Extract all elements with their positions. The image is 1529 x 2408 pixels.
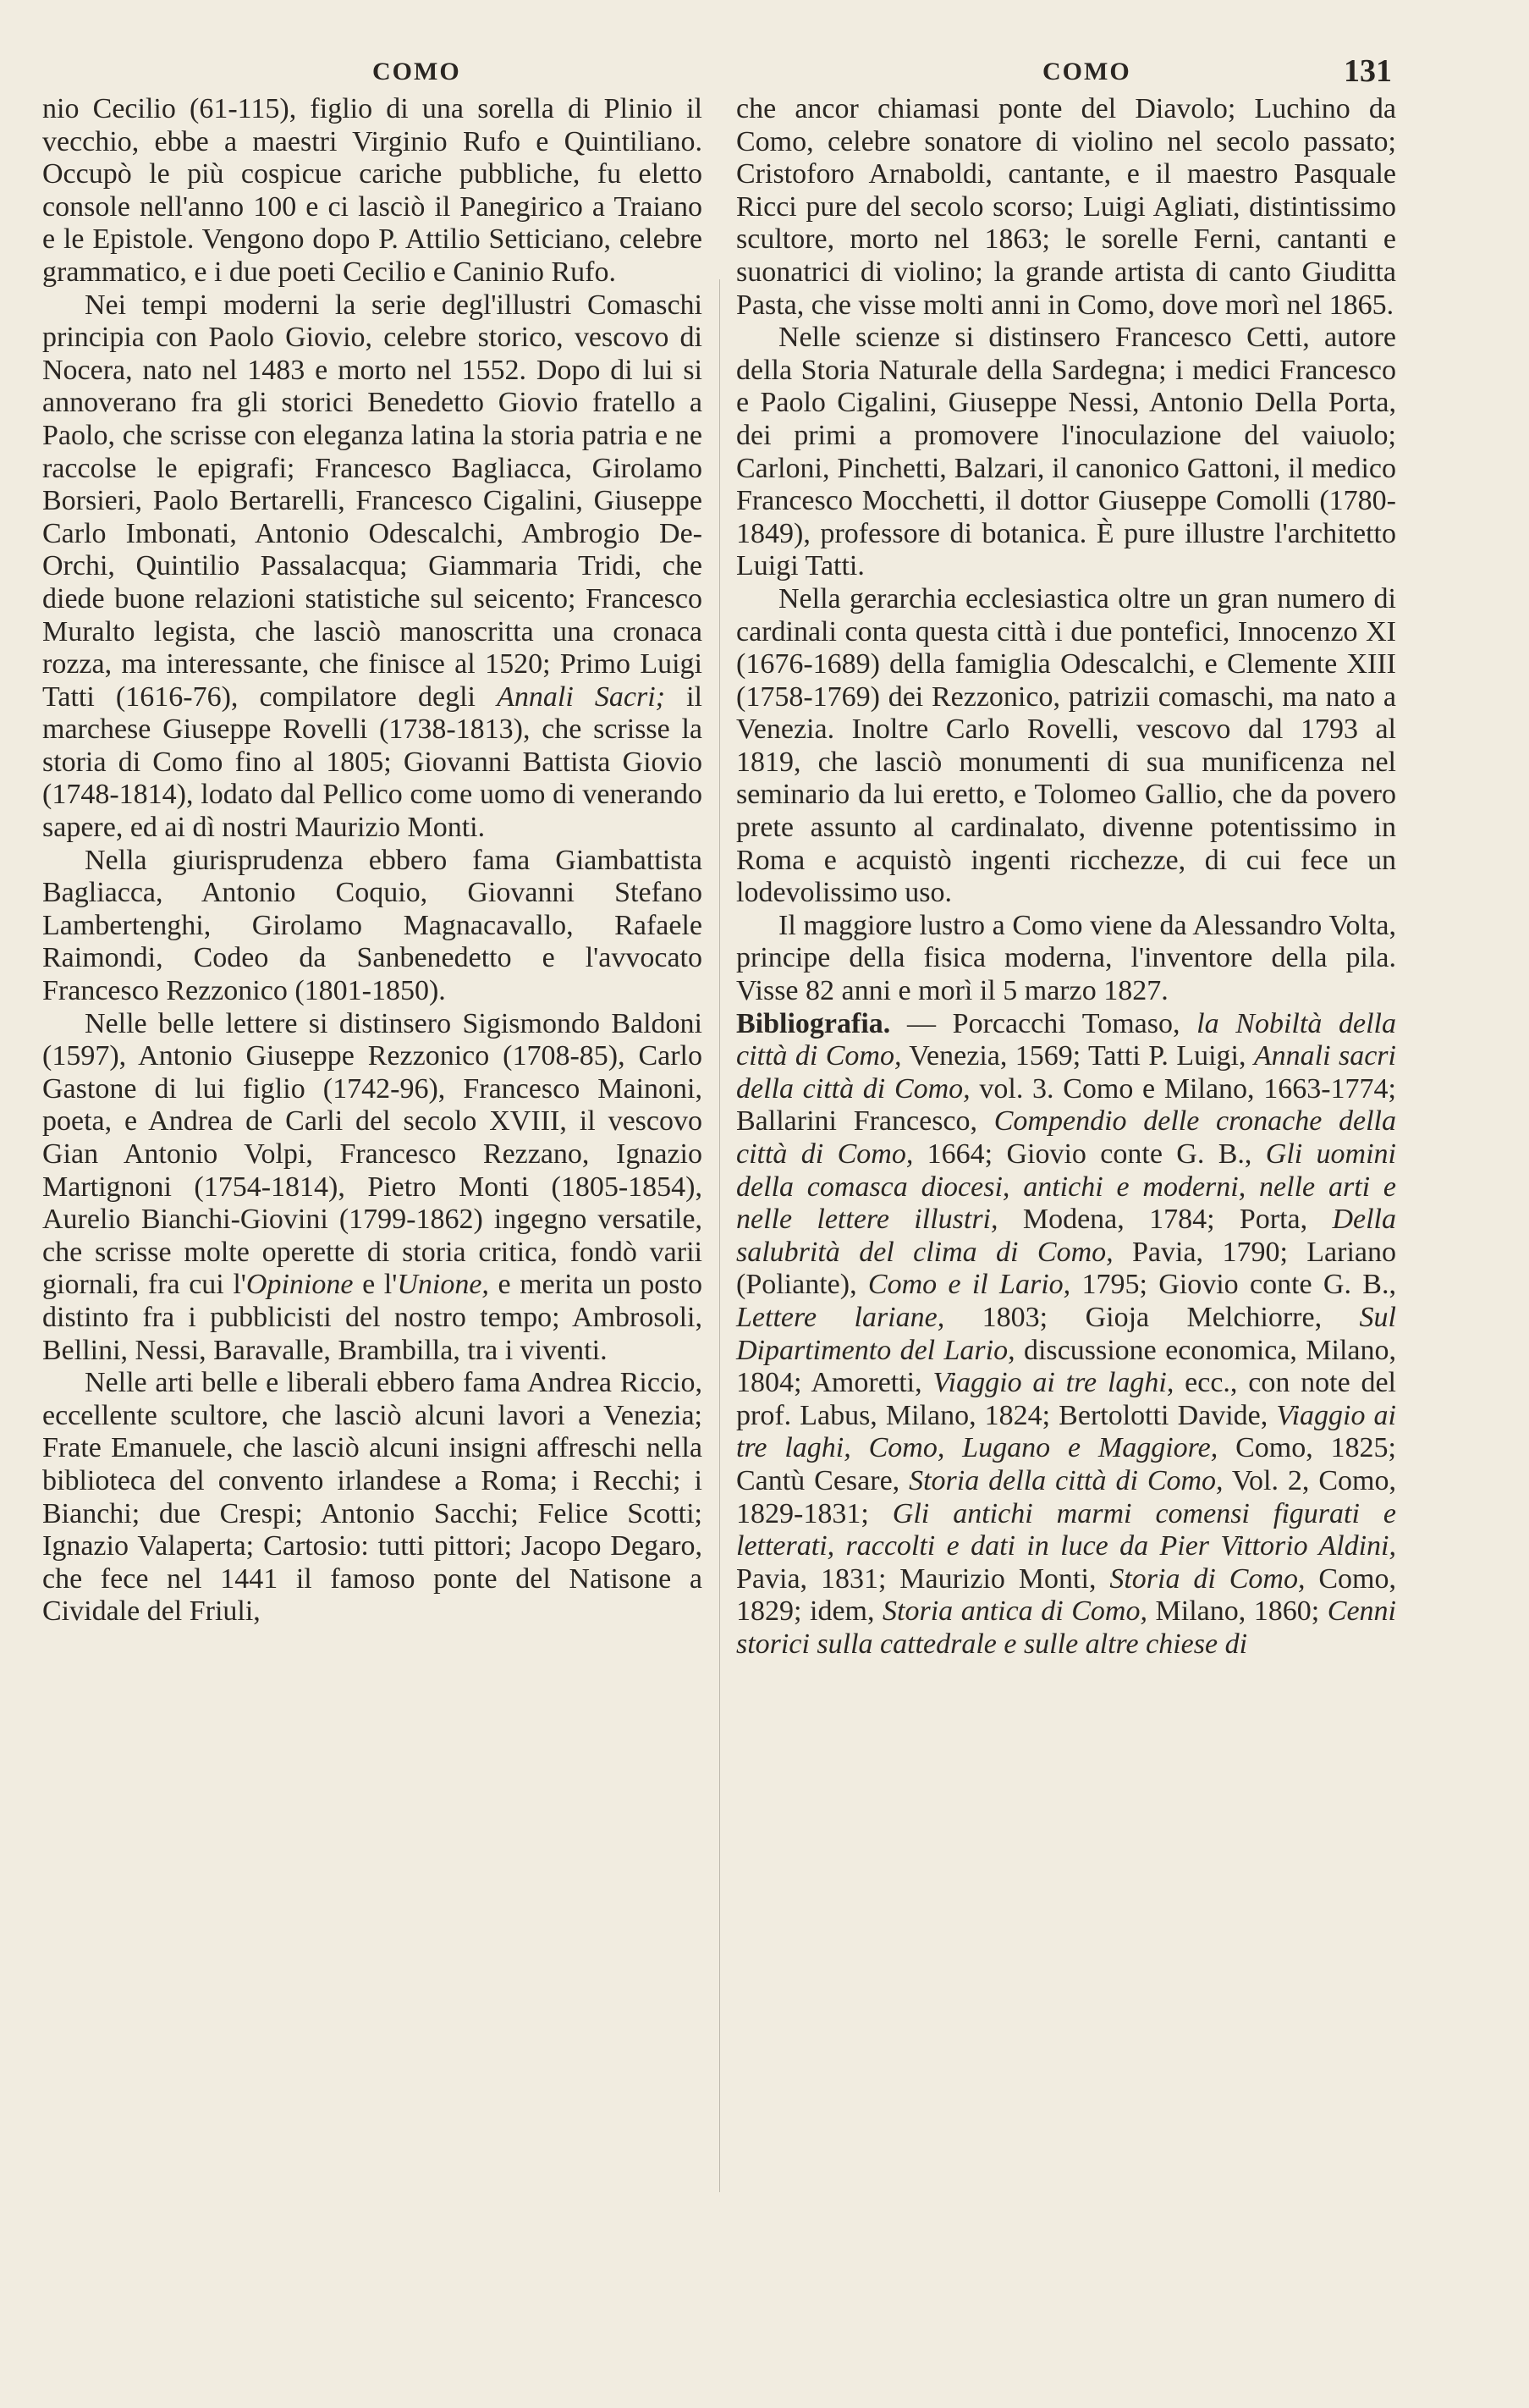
paragraph: Il maggiore lustro a Como viene da Alessandro Volta, principe della fisica moderna, l'inventore della pila. Visse 82 anni e morì il 5 marzo 1827. [736,909,1396,1007]
running-head-left: COMO [372,58,461,85]
column-divider [719,279,720,2192]
bibliography-text: 1803; Gioja Melchiorre, [944,1301,1360,1333]
bibliography-text: 1664; Giovio conte G. B., [913,1138,1266,1170]
bibliography-text: Venezia, 1569; Tatti P. Luigi, [901,1040,1254,1072]
bibliography-title: Viaggio ai tre laghi, [932,1367,1174,1399]
bibliography-title: Como e il Lario, [867,1269,1071,1301]
bibliography-text: ecc., con note del prof. Labus, Milano, 1824; Bertolotti Davide, [736,1367,1397,1431]
left-column [42,93,702,1628]
paragraph: Nella gerarchia ecclesiastica oltre un gran numero di cardinali conta questa città i due pontefici, Innocenzo XI (1676-1689) della famiglia Odescalchi, e Clemente XIII (1758-1769) dei Rezzonico, patrizii comaschi, ma nato a Venezia. Inoltre Carlo Rovelli, vescovo dal 1793 al 1819, che lasciò monumenti di sua munificenza nel seminario da lui eretto, e Tolomeo Gallio, che da povero prete assunto al cardinalato, divenne potentissimo in Roma e acquistò ingenti ricchezze, di cui fece un lodevolissimo uso. [736,582,1396,909]
bibliography-text: 1795; Giovio conte G. B., [1070,1269,1396,1301]
bibliography-text: — Porcacchi Tomaso, [890,1007,1197,1039]
paragraph: Nei tempi moderni la serie degl'illustri Comaschi principia con Paolo Giovio, celebre storico, vescovo di Nocera, nato nel 1483 e morto nel 1552. Dopo di lui si annoverano fra gli storici Benedetto Giovio fratello a Paolo, che scrisse con eleganza latina la storia patria e ne raccolse le epigrafi; Francesco Bagliacca, Girolamo Borsieri, Paolo Bertarelli, Francesco Cigalini, Giuseppe Carlo Imbonati, Antonio Odescalchi, Ambrogio De-Orchi, Quintilio Passalacqua; Giammaria Tridi, che diede buone relazioni statistiche sul seicento; Francesco Muralto legista, che lasciò manoscritta una cronaca rozza, ma interessante, che finisce al 1520; Primo Luigi Tatti (1616-76), compilatore degli Annali Sacri; il marchese Giuseppe Rovelli (1738-1813), che scrisse la storia di Como fino al 1805; Giovanni Battista Giovio (1748-1814), lodato dal Pellico come uomo di venerando sapere, ed ai dì nostri Maurizio Monti. [42,289,703,844]
bibliography-title: Viaggio ai tre laghi, Como, Lugano e Maggiore, [736,1399,1396,1464]
paragraph: Nella giurisprudenza ebbero fama Giambattista Bagliacca, Antonio Coquio, Giovanni Stefano Lambertenghi, Girolamo Magnacavallo, Rafaele Raimondi, Codeo da Sanbenedetto e l'avvocato Francesco Rezzonico (1801-1850). [42,844,702,1007]
bibliography-title: Storia della città di Como, [909,1464,1224,1496]
bibliography-title: Compendio delle cronache della città di Como, [736,1105,1396,1170]
running-head-right: COMO [1042,58,1131,85]
bibliography-text: Como, 1825; Cantù Cesare, [736,1432,1396,1496]
paragraph: Nelle belle lettere si distinsero Sigismondo Baldoni (1597), Antonio Giuseppe Rezzonico (1708-85), Carlo Gastone di lui figlio (1742-96), Francesco Mainoni, poeta, e Andrea de Carli del secolo XVIII, il vescovo Gian Antonio Volpi, Francesco Rezzano, Ignazio Martignoni (1754-1814), Pietro Monti (1805-1854), Aurelio Bianchi-Giovini (1799-1862) ingegno versatile, che scrisse molte operette di storia critica, fondò varii giornali, fra cui l'Opinione e l'Unione, e merita un posto distinto fra i pubblicisti del nostro tempo; Ambrosoli, Bellini, Nessi, Baravalle, Brambilla, tra i viventi. [42,1007,702,1366]
bibliography-title: la Nobiltà della città di Como, [736,1007,1397,1072]
bibliography-title: Cenni storici sulla cattedrale e sulle altre chiese di [736,1595,1396,1660]
bibliography-text: vol. 3. Como e Milano, 1663-1774; Ballarini Francesco, [736,1072,1396,1138]
bibliography-text: Modena, 1784; Porta, [998,1204,1333,1236]
bibliography-title: Storia di Como, [1109,1562,1306,1595]
bibliography-text: Como, 1829; idem, [736,1562,1396,1628]
bibliography-text: Milano, 1860; [1147,1595,1328,1628]
bibliography-title: Lettere lariane, [736,1301,945,1333]
bibliography-label: Bibliografia. [736,1007,891,1039]
bibliography-text: Pavia, 1790; Lariano (Poliante), [736,1236,1396,1301]
page-number: 131 [1344,53,1392,89]
bibliography-text: discussione economica, Milano, 1804; Amoretti, [736,1334,1396,1399]
bibliography-title: Storia antica di Como, [883,1595,1147,1628]
bibliography-text: Pavia, 1831; Maurizio Monti, [736,1562,1110,1595]
bibliography-title: Della salubrità del clima di Como, [736,1204,1396,1268]
right-column [736,93,1396,1661]
bibliography-text: Vol. 2, Como, 1829-1831; [736,1464,1396,1529]
bibliography-title: Gli uomini della comasca diocesi, antichi e moderni, nelle arti e nelle lettere illustri, [736,1138,1396,1236]
bibliography [736,1008,1396,1661]
paragraph: che ancor chiamasi ponte del Diavolo; Luchino da Como, celebre sonatore di violino nel secolo passato; Cristoforo Arnaboldi, cantante, e il maestro Pasquale Ricci pure del secolo scorso; Luigi Agliati, distintissimo scultore, morto nel 1863; le sorelle Ferni, cantanti e suonatrici di violino; la grande artista di canto Giuditta Pasta, che visse molti anni in Como, dove morì nel 1865. [736,93,1396,321]
paragraph: nio Cecilio (61-115), figlio di una sorella di Plinio il vecchio, ebbe a maestri Virginio Rufo e Quintiliano. Occupò le più cospicue cariche pubbliche, fu eletto console nell'anno 100 e ci lasciò il Panegirico a Traiano e le Epistole. Vengono dopo P. Attilio Setticiano, celebre grammatico, e i due poeti Cecilio e Caninio Rufo. [42,93,702,288]
bibliography-title: Sul Dipartimento del Lario, [736,1301,1396,1366]
bibliography-title: Annali sacri della città di Como, [736,1040,1396,1105]
bibliography-title: Gli antichi marmi comensi figurati e letterati, raccolti e dati in luce da Pier Vittorio Aldini, [736,1497,1396,1562]
paragraph: Nelle arti belle e liberali ebbero fama Andrea Riccio, eccellente scultore, che lasciò alcuni lavori a Venezia; Frate Emanuele, che lasciò alcuni insigni affreschi nella biblioteca del convento irlandese a Roma; i Recchi; i Bianchi; due Crespi; Antonio Sacchi; Felice Scotti; Ignazio Valaperta; Cartosio: tutti pittori; Jacopo Degaro, che fece nel 1441 il famoso ponte del Natisone a Cividale del Friuli, [42,1367,702,1628]
paragraph: Nelle scienze si distinsero Francesco Cetti, autore della Storia Naturale della Sardegna; i medici Francesco e Paolo Cigalini, Giuseppe Nessi, Antonio Della Porta, dei primi a promovere l'inoculazione del vaiuolo; Carloni, Pinchetti, Balzari, il canonico Gattoni, il medico Francesco Mocchetti, il dottor Giuseppe Comolli (1780-1849), professore di botanica. È pure illustre l'architetto Luigi Tatti. [736,322,1396,582]
